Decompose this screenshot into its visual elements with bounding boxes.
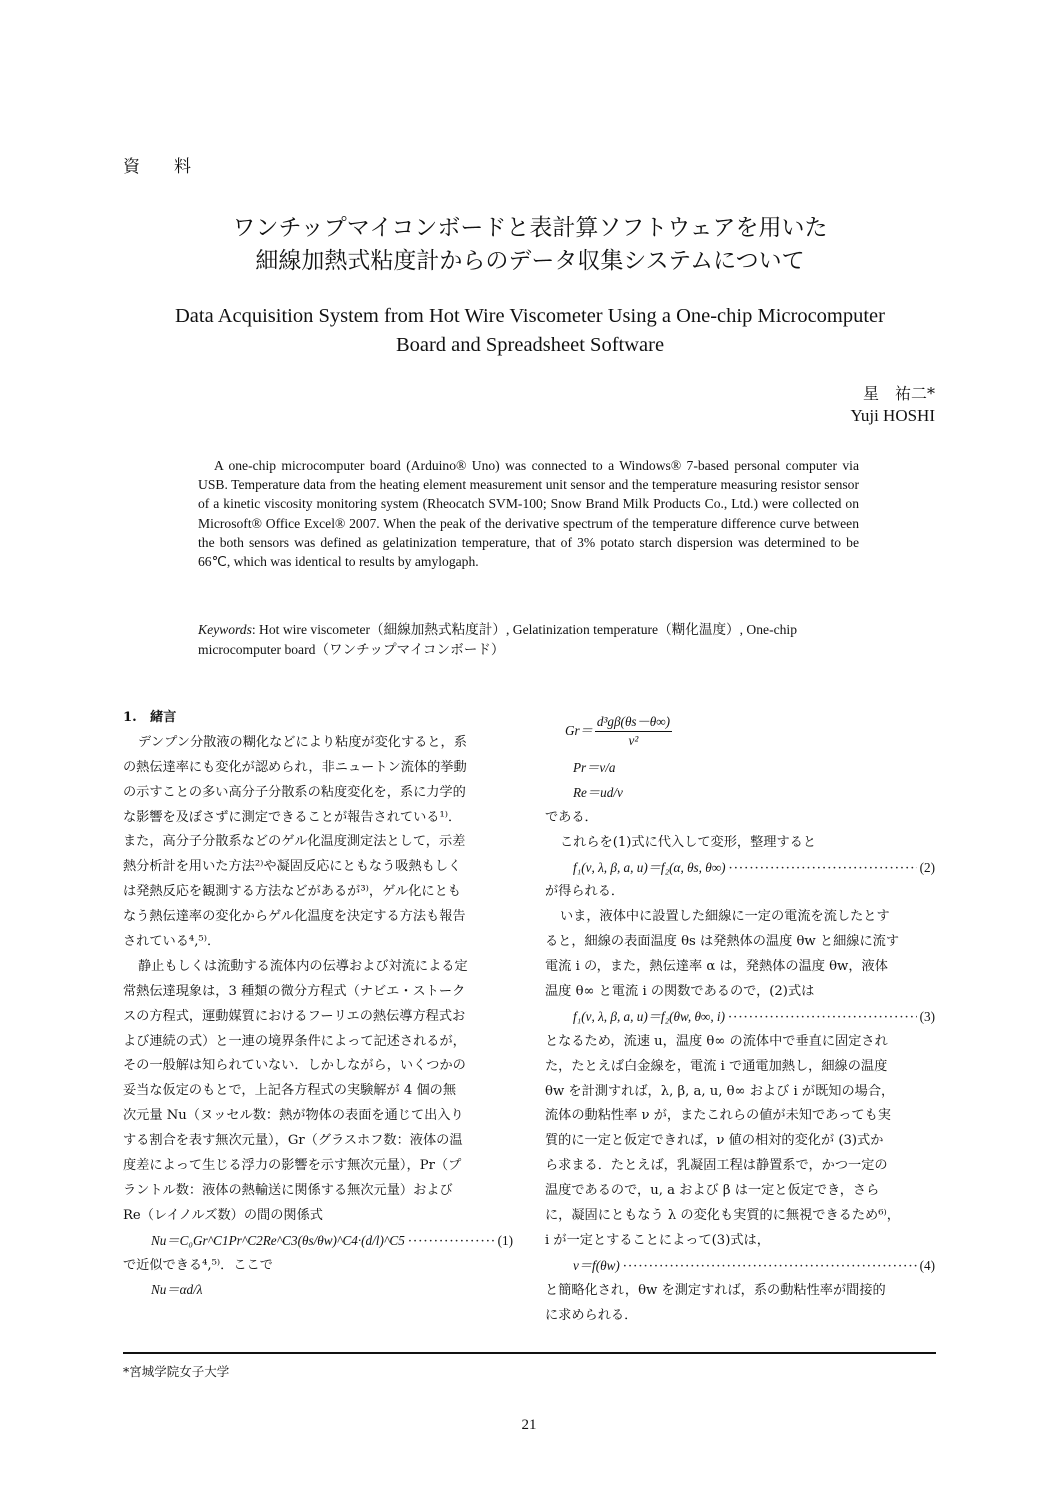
body-line: の熱伝達率にも変化が認められ，非ニュートン流体的挙動 bbox=[123, 759, 467, 775]
body-line: 次元量 Nu（ヌッセル数：熱が物体の表面を通じて出入り bbox=[123, 1108, 464, 1124]
body-line: に求められる． bbox=[545, 1307, 638, 1323]
section-heading-introduction: 1. 緒言 bbox=[123, 710, 177, 725]
body-line: で近似できる⁴,⁵⁾．ここで bbox=[123, 1257, 273, 1273]
leader-dots bbox=[408, 1230, 495, 1254]
title-ja-line-1: ワンチップマイコンボードと表計算ソフトウェアを用いた bbox=[232, 215, 828, 241]
equation-3-formula: f₁(ν, λ, β, a, u)＝f₂(θw, θ∞, i) bbox=[573, 1008, 725, 1024]
body-line: は発熱反応を観測する方法などがあるが³⁾，ゲル化にとも bbox=[123, 884, 461, 900]
keywords-text: : Hot wire viscometer（細線加熱式粘度計）, Gelatinization temperature（糊化温度）, One-chip microcomputer board（ワンチップマイコンボード） bbox=[198, 622, 798, 657]
body-line: 温度であるので，u, a および β は一定と仮定でき，さら bbox=[545, 1183, 880, 1199]
equation-3-number: (3) bbox=[919, 1008, 935, 1024]
abstract-text: A one-chip microcomputer board (Arduino® Uno) was connected to a Windows® 7-based personal computer via USB. Temperature data from the heating element measurement unit sensor and the temperature measuring resistor sensor of a kinetic viscosity monitoring system (Rheocatch SVM-100; Snow Brand Milk Products Co., Ltd.) were collected on Microsoft® Office Excel® 2007. When the peak of the derivative spectrum of the temperature difference curve between the both sensors was defined as gelatinization temperature, that of 3% potato starch dispersion was determined to be 66℃, which was identical to results by amylogaph. bbox=[198, 458, 859, 570]
title-en-line-2: Board and Spreadsheet Software bbox=[395, 334, 665, 356]
equation-2 bbox=[545, 856, 935, 881]
title-japanese bbox=[60, 212, 1000, 278]
body-line: ラントル数：液体の熱輸送に関係する無次元量）および bbox=[123, 1182, 453, 1198]
equation-re: Re＝ud/ν bbox=[573, 784, 623, 800]
equation-4-formula: ν＝f(θw) bbox=[573, 1257, 620, 1273]
body-line: 流体の動粘性率 ν が，またこれらの値が未知であっても実 bbox=[545, 1108, 891, 1124]
keywords-label: Keywords bbox=[198, 622, 252, 637]
section-label: 資料 bbox=[123, 157, 225, 177]
body-line: が得られる． bbox=[545, 884, 625, 900]
body-line: よび連続の式）と一連の境界条件によって記述されるが， bbox=[123, 1033, 466, 1049]
body-line: な影響を及ぼさずに測定できることが報告されている¹⁾． bbox=[123, 809, 462, 825]
body-line: に，凝固にともなう λ の変化も実質的に無視できるため⁶⁾， bbox=[545, 1208, 900, 1224]
body-line: 常熱伝達現象は，3 種類の微分方程式（ナビエ・ストーク bbox=[123, 983, 466, 999]
body-line: いま，液体中に設置した細線に一定の電流を流したとす bbox=[560, 909, 890, 925]
equation-gr bbox=[545, 706, 935, 756]
body-line: ると，細線の表面温度 θs は発熱体の温度 θw と細線に流す bbox=[545, 934, 900, 950]
title-en-line-1: Data Acquisition System from Hot Wire Viscometer Using a One-chip Microcomputer bbox=[175, 305, 885, 327]
author-name-en: Yuji HOSHI bbox=[850, 406, 935, 425]
body-line: する割合を表す無次元量），Gr（グラスホフ数：液体の温 bbox=[123, 1133, 463, 1149]
body-line: 度差によって生じる浮力の影響を示す無次元量），Pr（プ bbox=[123, 1158, 462, 1174]
body-line: スの方程式，運動媒質におけるフーリエの熱伝導方程式お bbox=[123, 1008, 466, 1024]
body-line: これらを(1)式に代入して変形，整理すると bbox=[560, 834, 817, 850]
body-line: 温度 θ∞ と電流 i の関数であるので，(2)式は bbox=[545, 984, 815, 1000]
body-line: 質的に一定と仮定できれば，ν 値の相対的変化が (3)式か bbox=[545, 1133, 884, 1149]
equation-2-number: (2) bbox=[919, 859, 935, 875]
keywords bbox=[198, 620, 859, 659]
author-name-ja: 星 祐二* bbox=[862, 384, 935, 403]
equation-1-formula: Nu＝C₀Gr^C1Pr^C2Re^C3(θs/θw)^C4·(d/l)^C5 bbox=[151, 1232, 405, 1248]
body-line: されている⁴,⁵⁾． bbox=[123, 934, 221, 950]
body-line: の示すことの多い高分子分散系の粘度変化を，系に力学的 bbox=[123, 784, 466, 800]
equation-1 bbox=[123, 1229, 513, 1254]
body-line: 熱分析計を用いた方法²⁾や凝固反応にともなう吸熱もしく bbox=[123, 859, 462, 875]
body-line: その一般解は知られていない．しかしながら，いくつかの bbox=[123, 1058, 466, 1074]
title-ja-line-2: 細線加熱式粘度計からのデータ収集システムについて bbox=[255, 248, 805, 274]
body-line: i が一定とすることによって(3)式は， bbox=[545, 1232, 770, 1248]
equation-4 bbox=[545, 1254, 935, 1279]
equation-pr: Pr＝ν/a bbox=[573, 760, 616, 775]
body-line: 静止もしくは流動する流体内の伝導および対流による定 bbox=[138, 958, 468, 974]
equation-gr-denominator: ν² bbox=[628, 732, 639, 748]
body-line: と簡略化され，θw を測定すれば，系の動粘性率が間接的 bbox=[545, 1282, 886, 1298]
equation-gr-numerator: d³gβ(θs－θ∞) bbox=[595, 713, 672, 732]
footnote-divider bbox=[123, 1352, 936, 1354]
body-line: なう熱伝達率の変化からゲル化温度を決定する方法も報告 bbox=[123, 909, 466, 925]
page-number: 21 bbox=[521, 1417, 537, 1433]
body-line: ら求まる．たとえば，乳凝固工程は静置系で，かつ一定の bbox=[545, 1158, 888, 1174]
body-line: である． bbox=[545, 809, 598, 825]
body-line: また，高分子分散系などのゲル化温度測定法として，示差 bbox=[123, 834, 466, 850]
equation-4-number: (4) bbox=[919, 1257, 935, 1273]
equation-gr-lhs: Gr＝ bbox=[565, 722, 593, 738]
equation-nu bbox=[123, 1278, 513, 1303]
body-line: となるため，流速 u，温度 θ∞ の流体中で垂直に固定され bbox=[545, 1033, 888, 1049]
body-line: た，たとえば白金線を，電流 i で通電加熱し，細線の温度 bbox=[545, 1058, 888, 1074]
leader-dots bbox=[623, 1255, 917, 1279]
body-line: デンプン分散液の糊化などにより粘度が変化すると，系 bbox=[138, 734, 467, 750]
equation-1-number: (1) bbox=[497, 1232, 513, 1248]
body-line: 妥当な仮定のもとで，上記各方程式の実験解が 4 個の無 bbox=[123, 1083, 457, 1099]
footnote-affiliation: *宮城学院女子大学 bbox=[123, 1364, 230, 1379]
right-column bbox=[545, 706, 935, 1328]
leader-dots bbox=[728, 1006, 917, 1030]
body-line: 電流 i の，また，熱伝達率 α は，発熱体の温度 θw，液体 bbox=[545, 959, 888, 975]
leader-dots bbox=[729, 857, 917, 881]
body-line: θw を計測すれば，λ, β, a, u, θ∞ および i が既知の場合， bbox=[545, 1083, 895, 1099]
equation-3 bbox=[545, 1005, 935, 1030]
title-english bbox=[60, 302, 1000, 360]
abstract bbox=[198, 456, 859, 571]
equation-2-formula: f₁(ν, λ, β, a, u)＝f₂(α, θs, θ∞) bbox=[573, 859, 726, 875]
equation-nu-formula: Nu＝αd/λ bbox=[151, 1282, 203, 1298]
body-line: Re（レイノルズ数）の間の関係式 bbox=[123, 1207, 323, 1223]
left-column bbox=[123, 706, 513, 1303]
